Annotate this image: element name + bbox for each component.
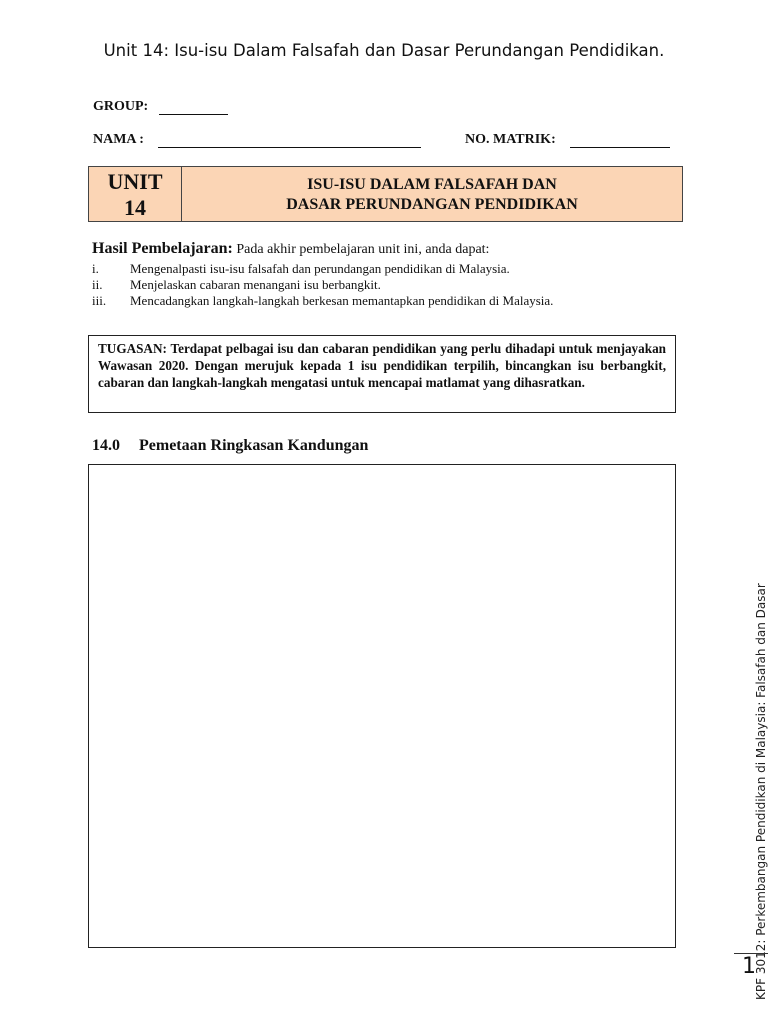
unit-heading xyxy=(182,167,682,221)
document-title: Unit 14: Isu-isu Dalam Falsafah dan Dasar Perundangan Pendidikan. xyxy=(103,41,665,60)
nama-label: NAMA : xyxy=(93,132,144,147)
task-box xyxy=(88,335,676,413)
section-heading xyxy=(92,436,368,456)
list-item-number: ii. xyxy=(92,277,103,292)
group-label: GROUP: xyxy=(93,99,149,114)
page-number: 1 xyxy=(742,954,756,979)
list-item-text: Mengenalpasti isu-isu falsafah dan perundangan pendidikan di Malaysia. xyxy=(130,261,510,276)
list-item-text: Menjelaskan cabaran menangani isu berbangkit. xyxy=(130,277,381,292)
nama-field[interactable] xyxy=(158,147,421,148)
section-number: 14.0 xyxy=(92,437,120,454)
list-item xyxy=(92,277,381,292)
learning-outcomes-intro xyxy=(92,240,489,259)
learning-outcomes-heading: Hasil Pembelajaran: xyxy=(92,240,233,257)
list-item xyxy=(92,261,510,276)
list-item-text: Mencadangkan langkah-langkah berkesan memantapkan pendidikan di Malaysia. xyxy=(130,293,554,308)
unit-number-cell xyxy=(89,167,182,221)
list-item-number: iii. xyxy=(92,293,107,308)
group-field[interactable] xyxy=(159,114,228,115)
unit-heading-line1: ISU-ISU DALAM FALSAFAH DAN xyxy=(307,176,557,193)
matrik-field[interactable] xyxy=(570,147,670,148)
side-footer-text: KPF 3012: Perkembangan Pendidikan di Malaysia: Falsafah dan Dasar xyxy=(754,583,768,1000)
unit-header-box xyxy=(88,166,683,222)
unit-heading-line2: DASAR PERUNDANGAN PENDIDIKAN xyxy=(286,196,578,213)
unit-number: 14 xyxy=(124,195,146,220)
unit-label: UNIT xyxy=(107,169,163,194)
list-item xyxy=(92,293,553,308)
content-summary-box[interactable] xyxy=(88,464,676,948)
task-label: TUGASAN: xyxy=(98,341,167,356)
learning-outcomes-intro-text: Pada akhir pembelajaran unit ini, anda dapat: xyxy=(236,242,490,257)
matrik-label: NO. MATRIK: xyxy=(465,132,556,147)
task-text: Terdapat pelbagai isu dan cabaran pendidikan yang perlu dihadapi untuk menjayakan Wawasan 2020. Dengan merujuk kepada 1 isu pendidikan terpilih, bincangkan isu berbangkit, cabaran dan langkah-langkah mengatasi untuk mencapai matlamat yang dihasratkan. xyxy=(98,341,667,390)
list-item-number: i. xyxy=(92,261,99,276)
section-title: Pemetaan Ringkasan Kandungan xyxy=(139,437,369,454)
